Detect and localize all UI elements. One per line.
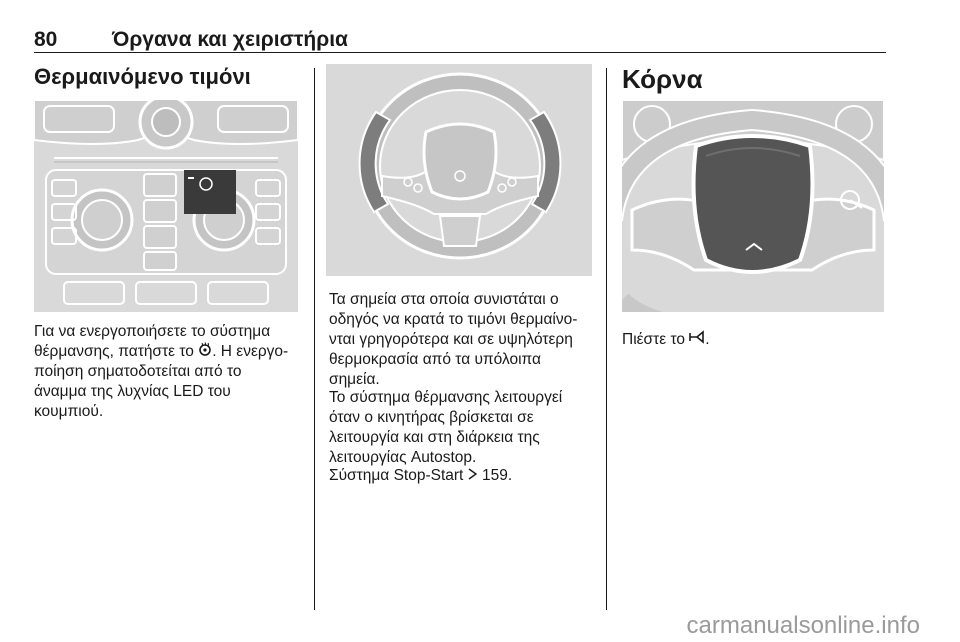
- page-reference-icon: [468, 466, 478, 486]
- figure-steering-wheel-heated-zones: [326, 64, 592, 276]
- text-line: ποίηση σηματοδοτείται από το: [34, 363, 242, 381]
- column-divider-left: [314, 68, 315, 610]
- heated-wheel-instructions: [34, 322, 306, 422]
- text-line: [622, 330, 882, 350]
- text-line: οδηγός να κρατά το τιμόνι θερμαίνο-: [329, 311, 578, 328]
- figure-horn-pad: [622, 100, 884, 312]
- text-line: όταν ο κινητήρας βρίσκεται σε: [329, 409, 534, 426]
- section-title-horn: Κόρνα: [622, 64, 703, 94]
- horn-instruction: [622, 330, 882, 350]
- text-fragment: .: [705, 331, 710, 349]
- header-rule: [34, 52, 886, 53]
- stop-start-reference: [329, 466, 601, 486]
- text-line: [34, 342, 306, 362]
- text-line: κουμπιού.: [34, 403, 104, 421]
- text-line: Τα σημεία στα οποία συνιστάται ο: [329, 291, 559, 308]
- page-number: 80: [34, 28, 58, 51]
- text-line: λειτουργίας Autostop.: [329, 449, 477, 466]
- column-divider-right: [606, 68, 607, 610]
- text-line: λειτουργία και στη διάρκεια της: [329, 429, 540, 446]
- horn-icon: [689, 330, 705, 350]
- heated-steering-wheel-icon: [198, 342, 212, 362]
- text-fragment: Πιέστε το: [622, 331, 690, 349]
- text-line: Για να ενεργοποιήσετε το σύστημα: [34, 323, 271, 340]
- operation-condition-text: [329, 388, 601, 468]
- section-title-heated-wheel: Θερμαινόμενο τιμόνι: [34, 64, 251, 89]
- text-line: Το σύστημα θέρμανσης λειτουργεί: [329, 389, 563, 406]
- text-fragment: . Η ενεργο-: [212, 343, 289, 361]
- reference-label: Σύστημα Stop-Start: [329, 467, 464, 485]
- reference-page[interactable]: 159.: [481, 467, 513, 485]
- chapter-title: Όργανα και χειριστήρια: [112, 28, 348, 51]
- figure-climate-control-panel: [34, 100, 298, 312]
- text-line: [329, 466, 601, 486]
- text-line: θερμοκρασία από τα υπόλοιπα: [329, 351, 541, 368]
- text-line: σημεία.: [329, 371, 380, 388]
- page-header: [34, 28, 886, 52]
- text-line: νται γρηγορότερα και σε υψηλότερη: [329, 331, 573, 348]
- watermark-text: carmanualsonline.info: [686, 612, 920, 639]
- text-line: άναμμα της λυχνίας LED του: [34, 383, 231, 401]
- heated-zones-description: [329, 290, 601, 390]
- text-fragment: θέρμανσης, πατήστε το: [34, 343, 199, 361]
